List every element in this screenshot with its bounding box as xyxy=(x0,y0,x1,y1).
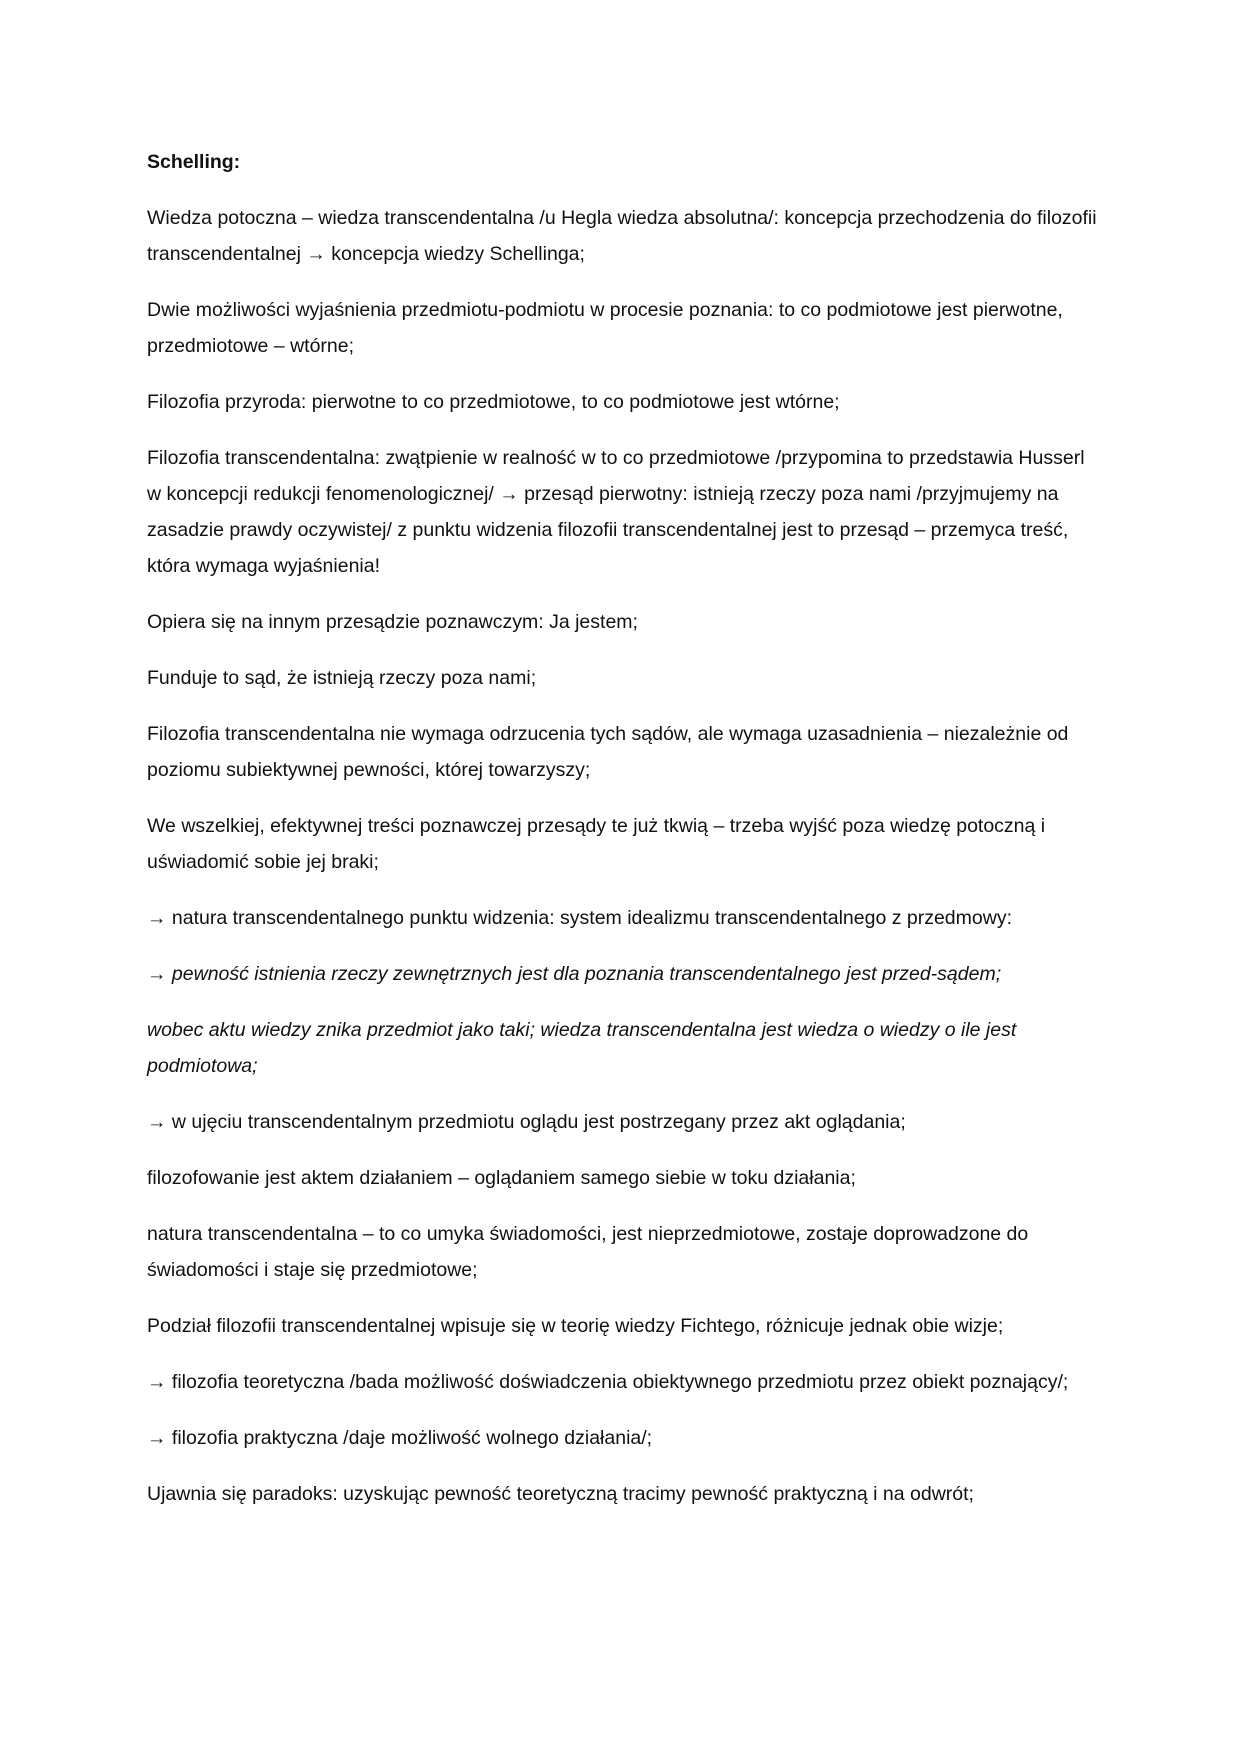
paragraph: → filozofia teoretyczna /bada możliwość doświadczenia obiektywnego przedmiotu przez obiekt poznający/; xyxy=(147,1371,1069,1393)
paragraph: → natura transcendentalnego punktu widzenia: system idealizmu transcendentalnego z przedmowy: xyxy=(147,907,1012,929)
paragraph: Opiera się na innym przesądzie poznawczym: Ja jestem; xyxy=(147,611,638,633)
paragraph: We wszelkiej, efektywnej treści poznawczej przesądy te już tkwią – trzeba wyjść poza wiedzę potoczną i uświadomić sobie jej braki; xyxy=(147,815,1046,873)
document-heading: Schelling: xyxy=(147,151,241,173)
paragraph: → w ujęciu transcendentalnym przedmiotu oglądu jest postrzegany przez akt oglądania; xyxy=(147,1111,906,1133)
paragraph: Filozofia transcendentalna nie wymaga odrzucenia tych sądów, ale wymaga uzasadnienia – niezależnie od poziomu subiektywnej pewności, której towarzyszy; xyxy=(147,723,1069,781)
paragraph: Ujawnia się paradoks: uzyskując pewność teoretyczną tracimy pewność praktyczną i na odwrót; xyxy=(147,1483,974,1505)
paragraph: Wiedza potoczna – wiedza transcendentalna /u Hegla wiedza absolutna/: koncepcja przechodzenia do filozofii transcendentalnej → koncepcja wiedzy Schellinga; xyxy=(147,207,1097,265)
paragraph: → filozofia praktyczna /daje możliwość wolnego działania/; xyxy=(147,1427,653,1449)
paragraph: Filozofia przyroda: pierwotne to co przedmiotowe, to co podmiotowe jest wtórne; xyxy=(147,391,840,413)
paragraph-italic: → pewność istnienia rzeczy zewnętrznych jest dla poznania transcendentalnego jest przed-sądem; xyxy=(147,963,1002,985)
paragraph: Funduje to sąd, że istnieją rzeczy poza nami; xyxy=(147,667,537,689)
document-body xyxy=(147,144,1097,1532)
paragraph: filozofowanie jest aktem działaniem – oglądaniem samego siebie w toku działania; xyxy=(147,1167,856,1189)
paragraph: Filozofia transcendentalna: zwątpienie w realność w to co przedmiotowe /przypomina to przedstawia Husserl w koncepcji redukcji fenomenologicznej/ → przesąd pierwotny: istnieją rzeczy poza nami /przyjmujemy na zasadzie prawdy oczywistej/ z punktu widzenia filozofii transcendentalnej jest to przesąd – przemyca treść, która wymaga wyjaśnienia! xyxy=(147,447,1085,577)
paragraph: natura transcendentalna – to co umyka świadomości, jest nieprzedmiotowe, zostaje doprowadzone do świadomości i staje się przedmiotowe; xyxy=(147,1223,1029,1281)
paragraph: Dwie możliwości wyjaśnienia przedmiotu-podmiotu w procesie poznania: to co podmiotowe jest pierwotne, przedmiotowe – wtórne; xyxy=(147,299,1063,357)
paragraph: Podział filozofii transcendentalnej wpisuje się w teorię wiedzy Fichtego, różnicuje jednak obie wizje; xyxy=(147,1315,1004,1337)
paragraph-italic: wobec aktu wiedzy znika przedmiot jako taki; wiedza transcendentalna jest wiedza o wiedzy o ile jest podmiotowa; xyxy=(147,1019,1017,1077)
